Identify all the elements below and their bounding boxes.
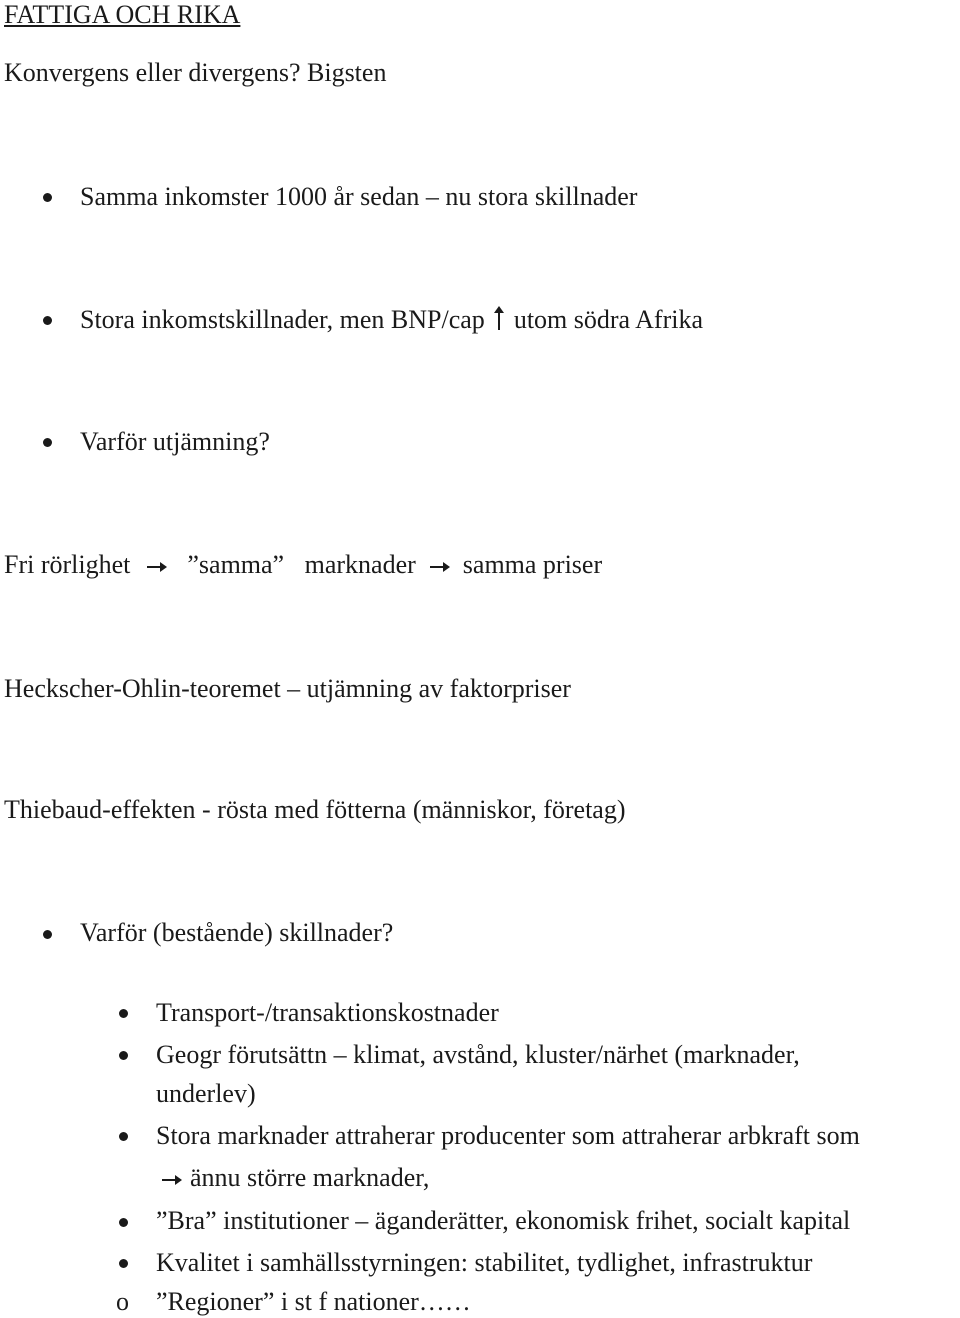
page-title: FATTIGA OCH RIKA xyxy=(4,0,241,29)
right-arrow-icon xyxy=(156,1170,186,1190)
bullet-item xyxy=(80,305,703,335)
sub-bullet-item: ”Regioner” i st f nationer…… xyxy=(156,1287,471,1316)
free-mobility-text: samma priser xyxy=(462,550,603,579)
bullet-item: Samma inkomster 1000 år sedan – nu stora skillnader xyxy=(80,182,638,211)
free-mobility-text: marknader xyxy=(304,550,416,579)
up-arrow-icon xyxy=(491,306,507,332)
bullet-dot xyxy=(43,316,52,325)
bullet-text: Stora inkomstskillnader, men BNP/cap xyxy=(80,305,485,334)
free-mobility-text: ”samma” xyxy=(187,550,285,579)
sub-bullet-dot xyxy=(119,1259,128,1268)
sub-bullet-dot xyxy=(119,1009,128,1018)
sub-bullet-item: ”Bra” institutioner – äganderätter, ekonomisk frihet, socialt kapital xyxy=(156,1206,851,1235)
bullet-dot xyxy=(43,930,52,939)
sub-bullet-dot xyxy=(119,1218,128,1227)
free-mobility-text: Fri rörlighet xyxy=(4,550,131,579)
bullet-dot xyxy=(43,193,52,202)
sub-bullet-item: Geogr förutsättn – klimat, avstånd, kluster/närhet (marknader, xyxy=(156,1040,800,1069)
right-arrow-icon xyxy=(141,557,171,577)
sub-bullet-item: Transport-/transaktionskostnader xyxy=(156,998,499,1027)
bullet-item: Varför utjämning? xyxy=(80,427,270,456)
right-arrow-icon xyxy=(424,557,454,577)
sub-bullet-dot xyxy=(119,1132,128,1141)
sub-bullet-continuation: underlev) xyxy=(156,1079,256,1108)
bullet-text: utom södra Afrika xyxy=(513,305,703,334)
bullet-item: Varför (bestående) skillnader? xyxy=(80,918,394,947)
sub-bullet-item: Kvalitet i samhällsstyrningen: stabilitet, tydlighet, infrastruktur xyxy=(156,1248,813,1277)
heckscher-line: Heckscher-Ohlin-teoremet – utjämning av faktorpriser xyxy=(4,674,571,703)
thiebaud-line: Thiebaud-effekten - rösta med fötterna (människor, företag) xyxy=(4,795,626,824)
sub-bullet-text: ännu större marknader, xyxy=(190,1163,430,1192)
sub-bullet-item: Stora marknader attraherar producenter som attraherar arbkraft som xyxy=(156,1121,860,1150)
sub-bullet-dot xyxy=(119,1051,128,1060)
sub-bullet-continuation xyxy=(156,1163,429,1193)
list-marker: o xyxy=(116,1287,129,1316)
bullet-dot xyxy=(43,438,52,447)
free-mobility-line xyxy=(4,550,602,580)
subtitle: Konvergens eller divergens? Bigsten xyxy=(4,58,387,87)
